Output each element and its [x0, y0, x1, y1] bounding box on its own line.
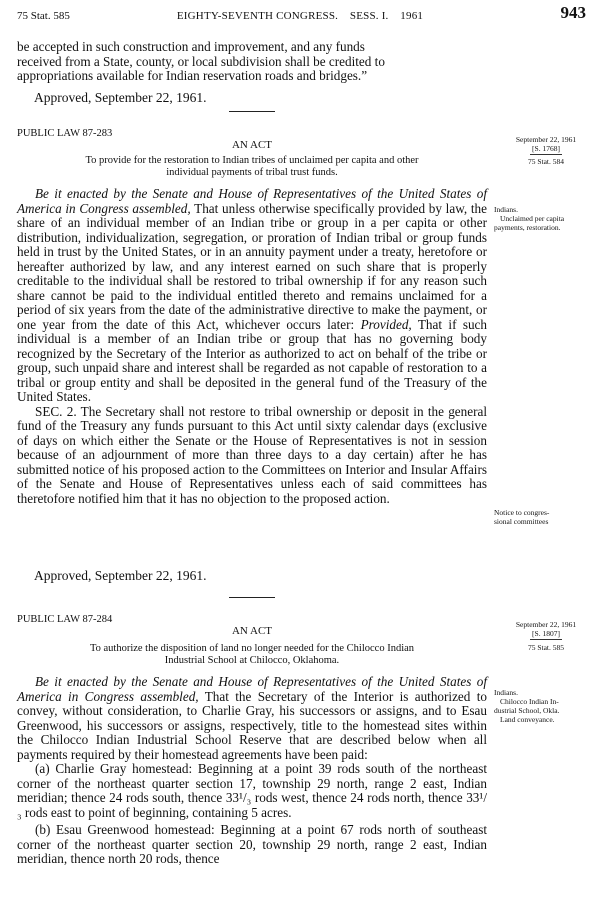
enacting-clause: Be it enacted by the Senate and House of Representatives of the United States of America in Congress assembled, — [17, 186, 487, 216]
margin-note — [494, 688, 602, 724]
purpose-line: individual payments of tribal trust funds. — [166, 167, 338, 178]
section-divider — [229, 597, 275, 598]
public-law-label: PUBLIC LAW 87-283 — [17, 128, 113, 139]
margin-stat: 75 Stat. 585 — [527, 643, 565, 652]
purpose-line: To provide for the restoration to Indian tribes of unclaimed per capita and other — [85, 155, 419, 166]
section-1 — [17, 187, 487, 506]
margin-note-line: Notice to congres- — [494, 508, 550, 517]
margin-date — [496, 135, 596, 155]
margin-date-text: September 22, 1961 — [515, 620, 577, 629]
public-law-label: PUBLIC LAW 87-284 — [17, 614, 113, 625]
running-header-title: EIGHTY-SEVENTH CONGRESS. SESS. I. 1961 — [176, 10, 424, 22]
section-paragraph — [17, 675, 487, 762]
section-text: That if such individual is a member of an Indian tribe or group that has no governing body recognized by the Secretary of the Interior as authorized to act on behalf of the tribe or group, such unpaid share and interest shall be regarded as not capable of restoration to a tribal or group entity and shall be deposited in the general fund of the Treasury of the United States. — [17, 316, 487, 404]
margin-note-line: dustrial School, Okla. — [494, 706, 560, 715]
continued-text — [17, 40, 487, 84]
section-paragraph — [17, 405, 487, 507]
margin-date-text: September 22, 1961 — [515, 135, 577, 144]
margin-note-line: Chilocco Indian In- — [500, 697, 559, 706]
margin-note-line: sional committees — [494, 517, 549, 526]
page-number: 943 — [560, 3, 586, 22]
purpose-line: Industrial School at Chilocco, Oklahoma. — [164, 655, 340, 666]
text-line: received from a State, county, or local subdivision shall be credited to — [17, 53, 385, 69]
act-title: AN ACT — [231, 625, 273, 637]
margin-note-line: Land conveyance. — [500, 715, 555, 724]
act-purpose — [17, 643, 487, 667]
margin-note — [494, 508, 602, 526]
margin-stat: 75 Stat. 584 — [527, 157, 565, 166]
act-title: AN ACT — [231, 139, 273, 151]
margin-bill-number: [S. 1768] — [532, 144, 560, 153]
margin-bill-number: [S. 1807] — [532, 629, 560, 638]
section-paragraph — [17, 187, 487, 405]
section-text: The Secretary shall not restore to tribal ownership or deposit in the general fund of the Treasury any funds pursuant to this Act until sixty calendar days (exclusive of days on which either the Senate or the House of Representatives is not in session because of an adjournment of more than three days to a day certain) after he has submitted notice of his proposed action to the Committees on Interior and Insular Affairs of the Senate and House of Representatives unless each of said committees has theretofore notified him that it has no objection to the proposed action. — [17, 403, 488, 506]
purpose-line: To authorize the disposition of land no longer needed for the Chilocco Indian — [89, 643, 415, 654]
margin-note-line: payments, restoration. — [494, 223, 561, 232]
margin-note-line: Unclaimed per capita — [500, 214, 565, 223]
section-label: SEC. 2. — [35, 403, 77, 419]
running-header-citation: 75 Stat. 585 — [17, 10, 70, 22]
margin-date — [496, 620, 596, 640]
enacting-clause: Be it enacted by the Senate and House of Representatives of the United States of America in Congress assembled, — [17, 674, 487, 704]
section-text: That unless otherwise specifically provided by law, the share of an individual member of an Indian tribe or group in a per capita or other distribution, individualization, segregation, or proration of Indian tribal or group funds held in trust by the United States, or in an annuity payment under a treaty, heretofore or hereafter authorized by law, and any interest earned on such share that is properly creditable to the individual shall be restored to tribal ownership if for any reason such share cannot be paid to the individual entitled thereto and remains unclaimed for a period of six years from the date of the administrative directive to make the payment, or one year from the date of this Act, whichever occurs later: — [17, 200, 487, 332]
homestead-paragraph: (a) Charlie Gray homestead: Beginning at a point 39 rods south of the northeast corner of the northeast quarter section 17, township 29 north, range 2 east, Indian meridian; thence 24 rods south, thence 33¹/₃ rods west, thence 24 rods north, thence 33¹/₃ rods east to point of beginning, containing 5 acres. — [17, 761, 487, 820]
act-purpose — [17, 155, 487, 179]
law-2-body — [17, 675, 487, 867]
approved-line: Approved, September 22, 1961. — [34, 90, 207, 105]
margin-note-line: Indians. — [494, 688, 518, 697]
approved-line: Approved, September 22, 1961. — [34, 568, 207, 583]
margin-note-line: Indians. — [494, 205, 518, 214]
provided-clause: Provided, — [360, 316, 412, 332]
text-line: be accepted in such construction and improvement, and any funds — [17, 39, 365, 54]
margin-note — [494, 205, 602, 232]
homestead-paragraph: (b) Esau Greenwood homestead: Beginning at a point 67 rods north of southeast corner of the northeast quarter section 20, township 29 north, range 2 east, Indian meridian, thence north 20 rods, thence — [17, 822, 487, 866]
section-divider — [229, 111, 275, 112]
section-text: That the Secretary of the Interior is authorized to convey, without consideration, to Charlie Gray, his successors or assigns, and to Esau Greenwood, his successors or assigns, respectively, title to the homestead sites within the Chilocco Indian Industrial School Reserve that are described below when all payments required by their homestead agreements have been paid: — [17, 688, 487, 762]
text-line: appropriations available for Indian reservation roads and bridges.” — [17, 68, 368, 83]
